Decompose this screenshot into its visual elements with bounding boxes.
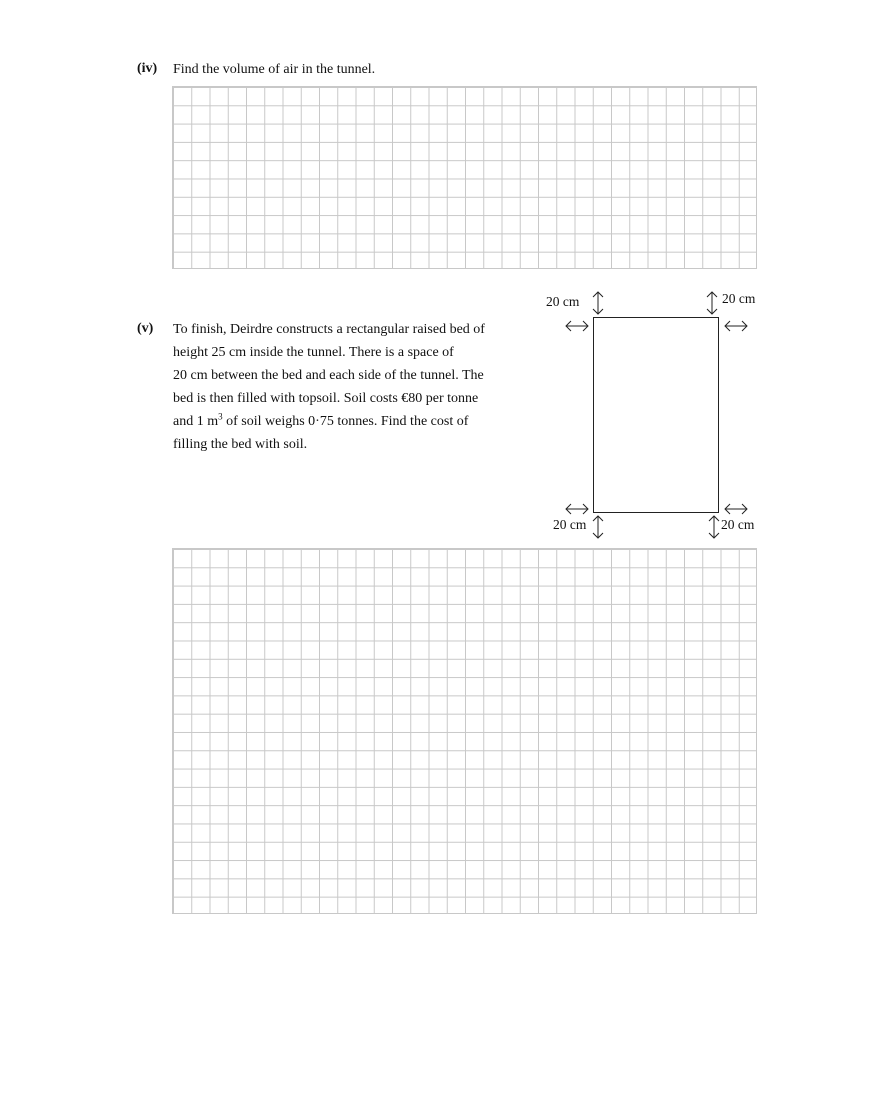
dimension-label-bottom-left: 20 cm — [553, 517, 587, 532]
double-arrow-vertical-icon — [706, 515, 722, 539]
line5-start: and 1 m — [173, 414, 219, 429]
dimension-label-top-right: 20 cm — [722, 291, 756, 306]
question-text-iv: Find the volume of air in the tunnel. — [173, 62, 376, 77]
question-line-1: To finish, Deirdre constructs a rectangular raised bed of — [173, 322, 485, 337]
double-arrow-horizontal-icon — [724, 319, 748, 333]
dimension-label-top-left: 20 cm — [546, 294, 580, 309]
line5-end: of soil weighs 0·75 tonnes. Find the cost of — [222, 414, 469, 429]
dimension-label-bottom-right: 20 cm — [721, 517, 755, 532]
raised-bed-rectangle — [593, 317, 719, 513]
answer-grid-iv[interactable] — [172, 86, 757, 269]
question-label-v: (v) — [137, 321, 154, 336]
double-arrow-horizontal-icon — [565, 319, 589, 333]
question-text-v — [173, 318, 485, 456]
cubic-superscript: 3 — [218, 411, 223, 422]
answer-grid-v[interactable] — [172, 548, 757, 914]
double-arrow-vertical-icon — [590, 515, 606, 539]
question-line-3: 20 cm between the bed and each side of the tunnel. The — [173, 368, 484, 383]
double-arrow-vertical-icon — [704, 291, 720, 315]
double-arrow-vertical-icon — [590, 291, 606, 315]
question-label-iv: (iv) — [137, 61, 158, 76]
question-line-6: filling the bed with soil. — [173, 437, 308, 452]
question-line-2: height 25 cm inside the tunnel. There is a space of — [173, 345, 454, 360]
question-line-5 — [173, 410, 485, 433]
double-arrow-horizontal-icon — [565, 502, 589, 516]
double-arrow-horizontal-icon — [724, 502, 748, 516]
question-line-4: bed is then filled with topsoil. Soil costs €80 per tonne — [173, 391, 479, 406]
